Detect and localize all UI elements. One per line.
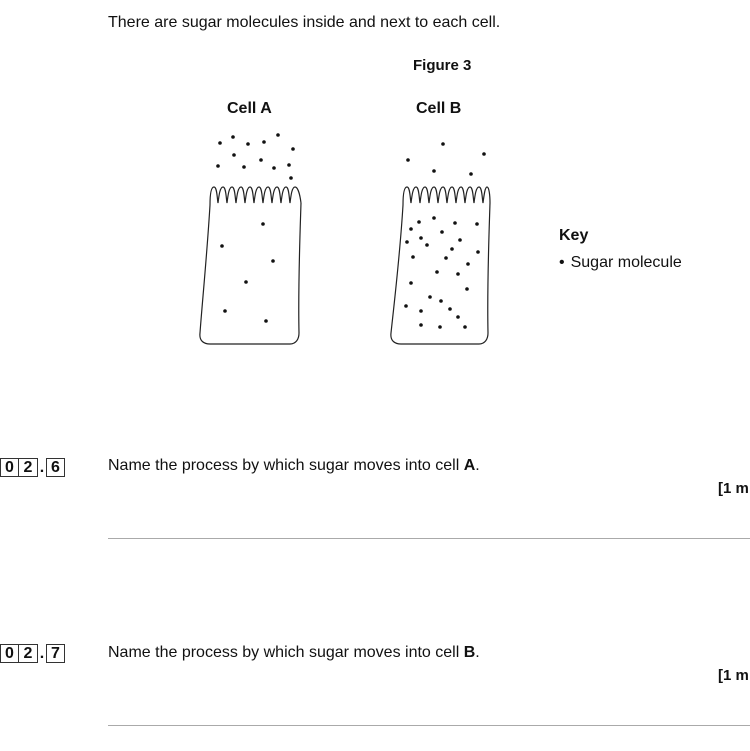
sugar-molecule-dot <box>441 142 445 146</box>
figure-title: Figure 3 <box>413 57 472 74</box>
sugar-molecule-dot <box>218 141 222 145</box>
sugar-molecule-dot <box>409 281 413 285</box>
sugar-molecule-dot <box>291 147 295 151</box>
sugar-molecule-dot <box>425 243 429 247</box>
sugar-molecule-dot <box>463 325 467 329</box>
sugar-molecule-dot <box>432 169 436 173</box>
sugar-molecule-dot <box>444 256 448 260</box>
cell-b-molecules <box>404 142 486 329</box>
sugar-molecule-dot <box>448 307 452 311</box>
key-item-sugar <box>559 254 682 272</box>
sugar-molecule-dot <box>271 259 275 263</box>
cell-a-molecules <box>216 133 295 323</box>
sugar-molecule-dot <box>259 158 263 162</box>
cell-a-membrane <box>200 203 301 344</box>
sugar-molecule-dot <box>428 295 432 299</box>
sugar-molecule-dot <box>465 287 469 291</box>
sugar-molecule-dot <box>220 244 224 248</box>
sugar-molecule-dot <box>409 227 413 231</box>
question-number-box: 7 <box>46 644 65 663</box>
cell-a-drawing <box>200 187 301 344</box>
answer-line[interactable] <box>108 725 750 726</box>
question-number-box: 2 <box>19 458 38 477</box>
question-number-dot: . <box>39 644 45 662</box>
sugar-molecule-dot <box>466 262 470 266</box>
sugar-molecule-dot <box>244 280 248 284</box>
cell-b-label: Cell B <box>416 100 462 117</box>
cell-a-label: Cell A <box>227 100 272 117</box>
sugar-molecule-dot <box>411 255 415 259</box>
marks-label: [1 m <box>718 667 749 684</box>
sugar-molecule-dot <box>435 270 439 274</box>
sugar-molecule-dot <box>475 222 479 226</box>
sugar-molecule-dot <box>432 216 436 220</box>
sugar-molecule-dot <box>262 140 266 144</box>
cell-a-microvilli <box>210 187 301 205</box>
question-number <box>0 643 65 664</box>
question-number-box: 0 <box>0 644 19 663</box>
cells-diagram <box>190 125 510 350</box>
sugar-molecule-bullet-icon: • <box>559 254 565 271</box>
sugar-molecule-dot <box>404 304 408 308</box>
sugar-molecule-dot <box>216 164 220 168</box>
sugar-molecule-dot <box>231 135 235 139</box>
cell-b-membrane <box>391 203 490 344</box>
sugar-molecule-dot <box>289 176 293 180</box>
question-text: Name the process by which sugar moves into cell B. <box>108 644 480 661</box>
cell-b-microvilli <box>403 187 490 205</box>
sugar-molecule-dot <box>261 222 265 226</box>
question-number-box: 2 <box>19 644 38 663</box>
sugar-molecule-dot <box>469 172 473 176</box>
sugar-molecule-dot <box>406 158 410 162</box>
sugar-molecule-dot <box>246 142 250 146</box>
sugar-molecule-dot <box>456 315 460 319</box>
question-text: Name the process by which sugar moves into cell A. <box>108 457 480 474</box>
sugar-molecule-dot <box>405 240 409 244</box>
marks-label: [1 m <box>718 480 749 497</box>
key-item-label: Sugar molecule <box>570 254 682 271</box>
sugar-molecule-dot <box>276 133 280 137</box>
sugar-molecule-dot <box>419 309 423 313</box>
sugar-molecule-dot <box>417 220 421 224</box>
question-number-box: 6 <box>46 458 65 477</box>
key-title: Key <box>559 227 589 244</box>
sugar-molecule-dot <box>458 238 462 242</box>
sugar-molecule-dot <box>232 153 236 157</box>
question-number <box>0 457 65 478</box>
sugar-molecule-dot <box>264 319 268 323</box>
sugar-molecule-dot <box>450 247 454 251</box>
sugar-molecule-dot <box>438 325 442 329</box>
sugar-molecule-dot <box>453 221 457 225</box>
answer-line[interactable] <box>108 538 750 539</box>
sugar-molecule-dot <box>419 323 423 327</box>
sugar-molecule-dot <box>242 165 246 169</box>
sugar-molecule-dot <box>482 152 486 156</box>
sugar-molecule-dot <box>287 163 291 167</box>
sugar-molecule-dot <box>476 250 480 254</box>
question-number-dot: . <box>39 458 45 476</box>
sugar-molecule-dot <box>439 299 443 303</box>
sugar-molecule-dot <box>419 236 423 240</box>
sugar-molecule-dot <box>456 272 460 276</box>
question-number-box: 0 <box>0 458 19 477</box>
sugar-molecule-dot <box>440 230 444 234</box>
intro-text: There are sugar molecules inside and next to each cell. <box>108 14 501 31</box>
sugar-molecule-dot <box>272 166 276 170</box>
cell-b-drawing <box>391 187 490 344</box>
sugar-molecule-dot <box>223 309 227 313</box>
